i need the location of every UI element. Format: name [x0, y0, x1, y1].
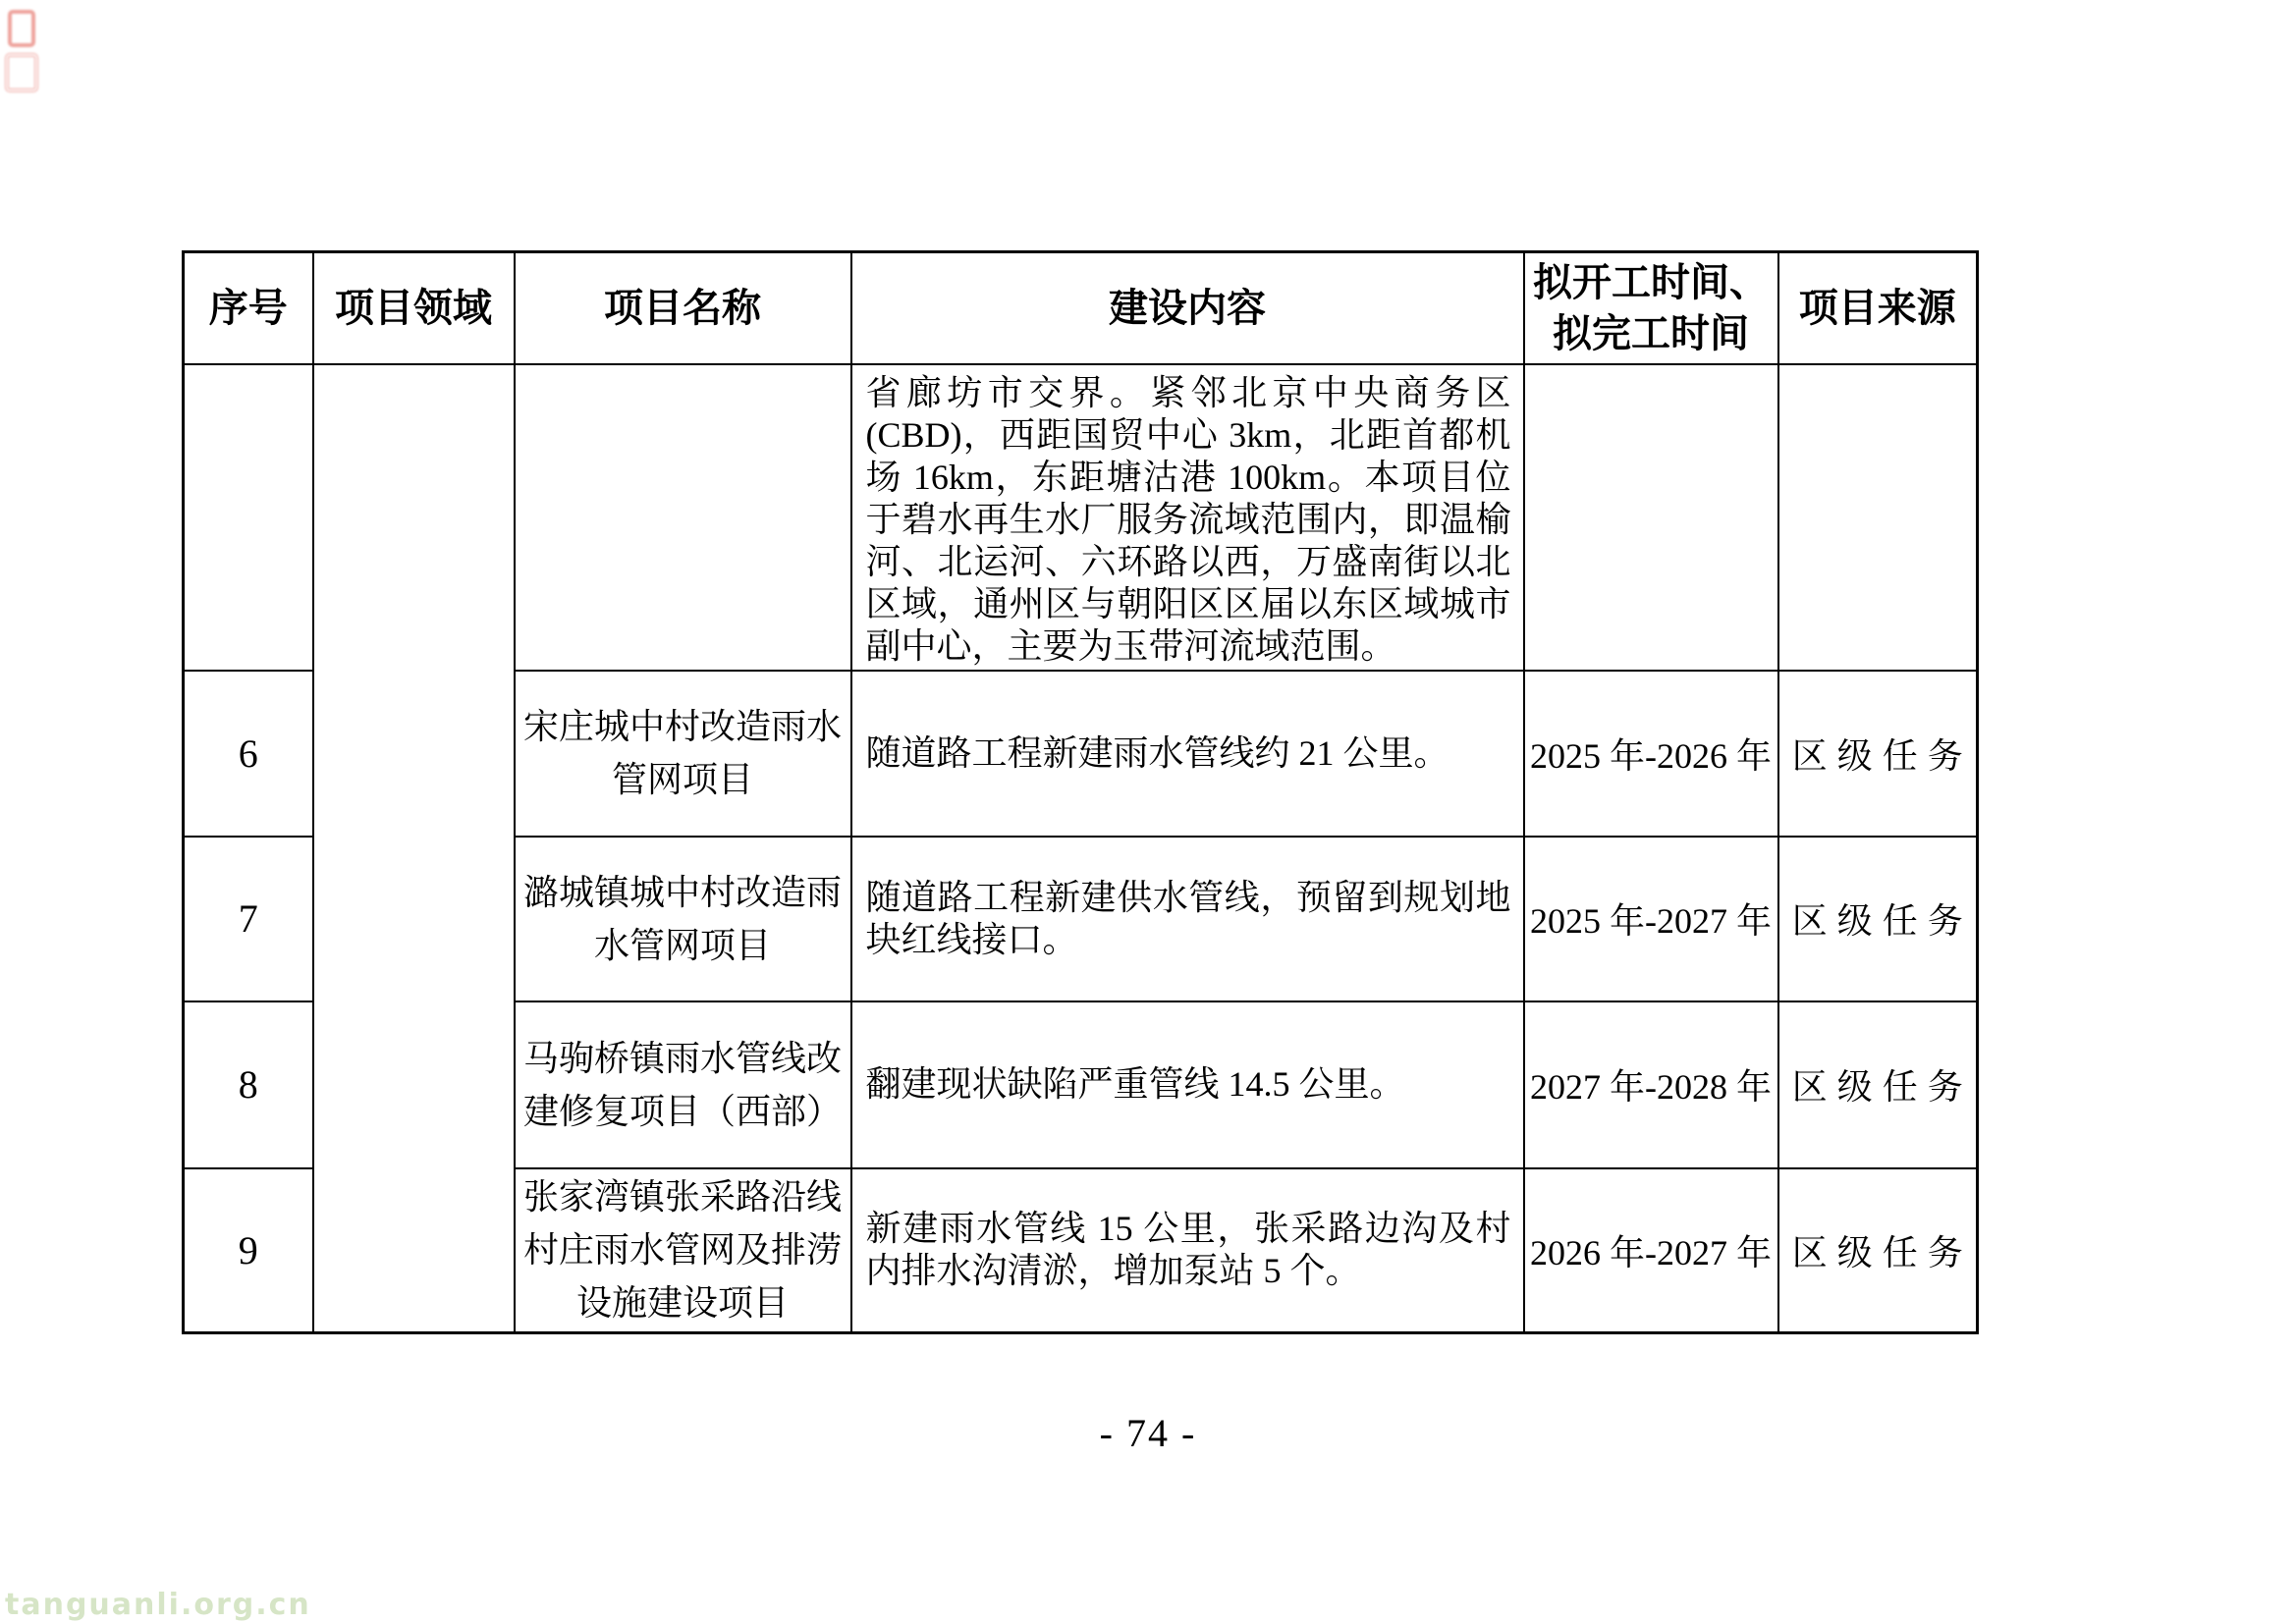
header-time: [1524, 252, 1778, 364]
cell-seq: 6: [184, 671, 313, 837]
cell-seq: 8: [184, 1001, 313, 1168]
table-row-continuation: [184, 364, 1978, 671]
cell-field-merged: [313, 364, 515, 1333]
cell-source: 区级任务: [1778, 1001, 1978, 1168]
cell-project-name: 马驹桥镇雨水管线改建修复项目（西部）: [515, 1001, 851, 1168]
cell-source: 区级任务: [1778, 837, 1978, 1001]
cell-time: 2025 年-2027 年: [1524, 837, 1778, 1001]
cell-construction-content: 翻建现状缺陷严重管线 14.5 公里。: [851, 1001, 1524, 1168]
cell-construction-content: 省廊坊市交界。紧邻北京中央商务区(CBD)，西距国贸中心 3km，北距首都机场 16km，东距塘沽港 100km。本项目位于碧水再生水厂服务流域范围内，即温榆河、北运河、六环路以西，万盛南街以北区域，通州区与朝阳区区届以东区域城市副中心，主要为玉带河流域范围。: [851, 364, 1524, 671]
cell-seq: 9: [184, 1168, 313, 1333]
cell-source: [1778, 364, 1978, 671]
cell-construction-content: 随道路工程新建供水管线，预留到规划地块红线接口。: [851, 837, 1524, 1001]
cell-time: [1524, 364, 1778, 671]
cell-time: 2026 年-2027 年: [1524, 1168, 1778, 1333]
header-source: 项目来源: [1778, 252, 1978, 364]
cell-time: 2027 年-2028 年: [1524, 1001, 1778, 1168]
cell-source: 区级任务: [1778, 1168, 1978, 1333]
header-name: 项目名称: [515, 252, 851, 364]
header-time-line2: 拟完工时间: [1553, 311, 1749, 355]
table-header-row: [184, 252, 1978, 364]
watermark: tanguanli.org.cn: [5, 1588, 311, 1622]
cell-time: 2025 年-2026 年: [1524, 671, 1778, 837]
header-field: 项目领域: [313, 252, 515, 364]
red-stamp-artifact: [4, 8, 37, 92]
header-seq: 序号: [184, 252, 313, 364]
cell-project-name: [515, 364, 851, 671]
cell-construction-content: 新建雨水管线 15 公里，张采路边沟及村内排水沟清淤，增加泵站 5 个。: [851, 1168, 1524, 1333]
cell-seq: [184, 364, 313, 671]
cell-project-name: 宋庄城中村改造雨水管网项目: [515, 671, 851, 837]
cell-seq: 7: [184, 837, 313, 1001]
cell-project-name: 张家湾镇张采路沿线村庄雨水管网及排涝设施建设项目: [515, 1168, 851, 1333]
cell-project-name: 潞城镇城中村改造雨水管网项目: [515, 837, 851, 1001]
header-time-line1: 拟开工时间、: [1533, 260, 1769, 304]
header-content: 建设内容: [851, 252, 1524, 364]
page-number: - 74 -: [1099, 1411, 1197, 1455]
cell-source: 区级任务: [1778, 671, 1978, 837]
cell-construction-content: 随道路工程新建雨水管线约 21 公里。: [851, 671, 1524, 837]
project-table: [182, 250, 1979, 1334]
